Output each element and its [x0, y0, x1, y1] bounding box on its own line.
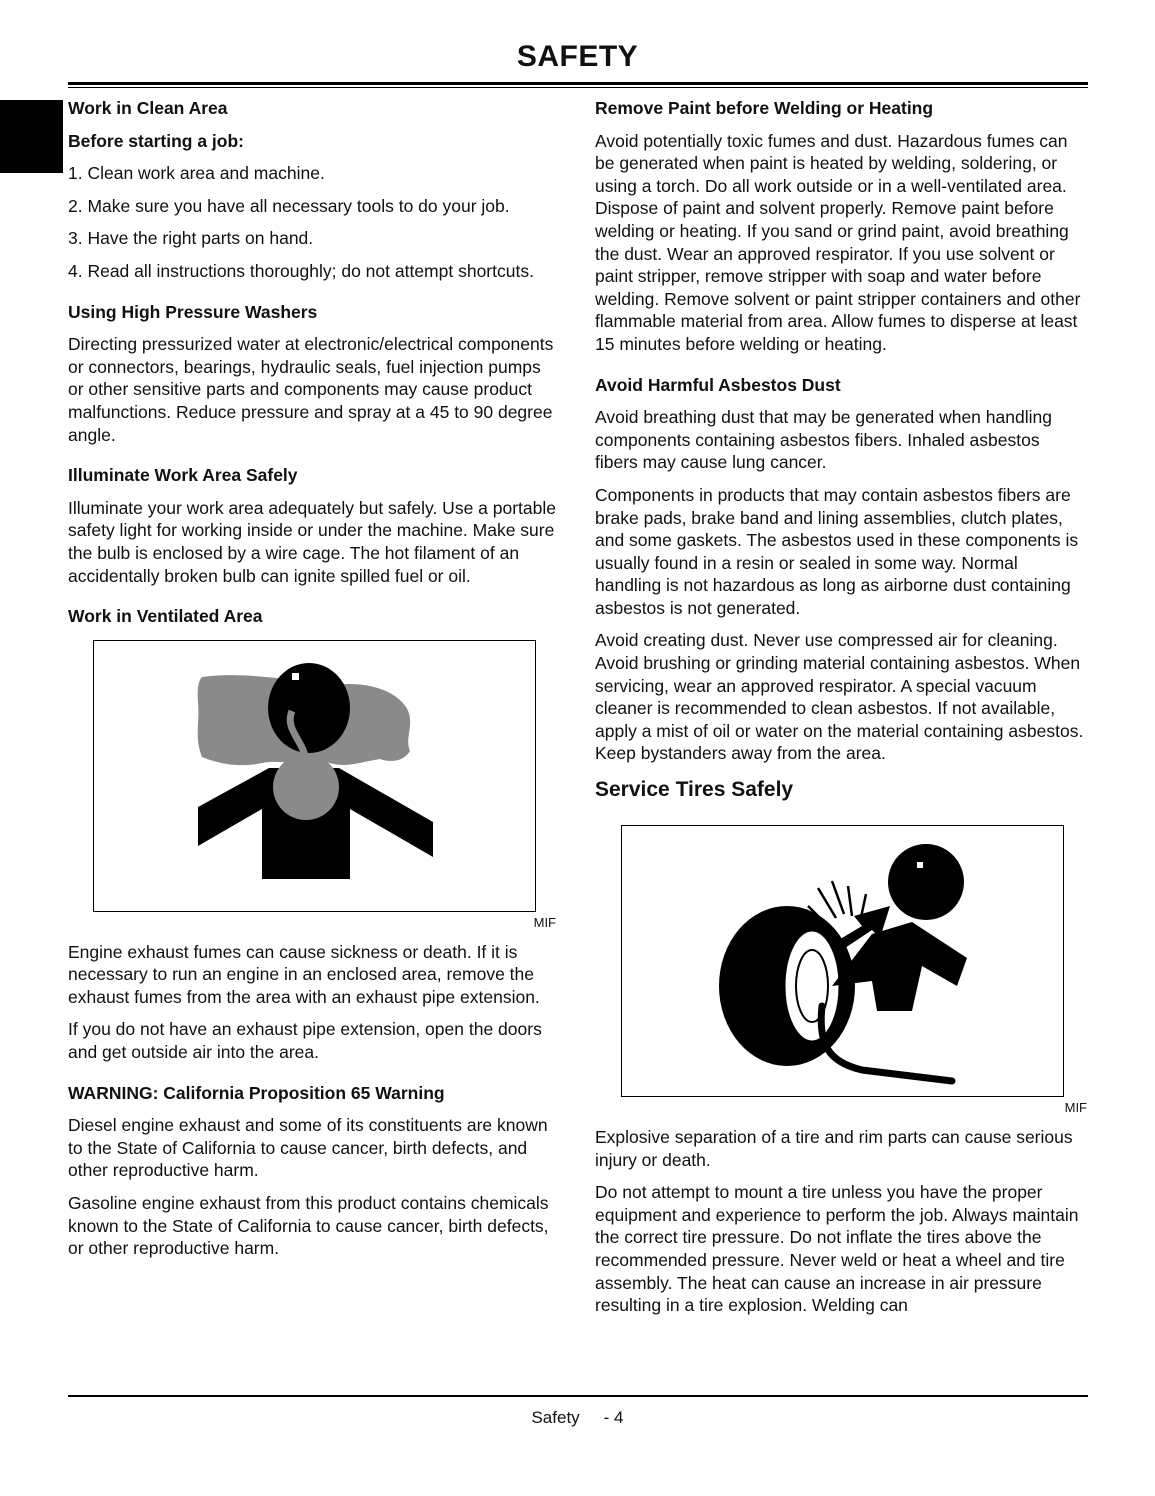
tires-body-2: Do not attempt to mount a tire unless you have the proper equipment and experience to perform the job. Always maintain the correct tire pressure. Do not inflate the tires above the recommended pressure. Never weld or heat a wheel and tire assembly. The heat can cause an increase in air pressure resulting in a tire explosion. Welding can	[595, 1182, 1079, 1316]
exhaust-fumes-figure	[93, 640, 536, 912]
person-head	[888, 844, 964, 920]
person-eye	[292, 673, 299, 680]
footer-section: Safety	[531, 1408, 580, 1427]
asbestos-body-2: Components in products that may contain asbestos fibers are brake pads, brake band and lining assemblies, clutch plates, and some gaskets. The asbestos used in these components is usually found in a resin or sealed in some way. Normal handling is not hazardous as long as airborne dust containing asbestos is not generated.	[595, 484, 1079, 618]
section-tab-marker	[0, 100, 63, 173]
ventilated-heading: Work in Ventilated Area	[68, 606, 263, 627]
asbestos-body-1: Avoid breathing dust that may be generated when handling components containing asbestos fibers. Inhaled asbestos fibers may cause lung cancer.	[595, 407, 1052, 473]
tire-service-figure	[621, 825, 1064, 1097]
ventilated-body-1: Engine exhaust fumes can cause sickness or death. If it is necessary to run an engine in an enclosed area, remove the exhaust fumes from the area with an exhaust pipe extension.	[68, 941, 540, 1007]
washers-heading: Using High Pressure Washers	[68, 301, 318, 322]
prop65-body-2: Gasoline engine exhaust from this product contains chemicals known to the State of California to cause cancer, birth defects, or other reproductive harm.	[68, 1193, 549, 1259]
step-item: 1. Clean work area and machine.	[68, 163, 325, 184]
tires-body-1: Explosive separation of a tire and rim parts can cause serious injury or death.	[595, 1127, 1073, 1170]
prop65-body-1: Diesel engine exhaust and some of its constituents are known to the State of California to cause cancer, birth defects, and other reproductive harm.	[68, 1115, 548, 1181]
clean-area-heading: Work in Clean Area	[68, 98, 228, 118]
right-column	[595, 97, 1087, 1327]
before-job-subheading: Before starting a job:	[68, 130, 244, 151]
step-item: 3. Have the right parts on hand.	[68, 228, 314, 249]
asbestos-heading: Avoid Harmful Asbestos Dust	[595, 374, 841, 395]
exhaust-fumes-illustration	[94, 641, 535, 911]
left-column	[68, 97, 556, 1270]
figure-caption: MIF	[533, 914, 556, 930]
washers-body: Directing pressurized water at electronic/electrical components or connectors, bearings, hydraulic seals, fuel injection pumps or other sensitive parts and components may cause product malfunctions. Reduce pressure and spray at a 45 to 90 degree angle.	[68, 334, 554, 445]
figure-caption: MIF	[1064, 1100, 1087, 1116]
tire-explosion-illustration	[622, 826, 1063, 1096]
illuminate-heading: Illuminate Work Area Safely	[68, 465, 298, 486]
ventilated-body-2: If you do not have an exhaust pipe extension, open the doors and get outside air into the area.	[68, 1019, 542, 1063]
page-title: SAFETY	[516, 40, 639, 73]
asbestos-body-3: Avoid creating dust. Never use compressed air for cleaning. Avoid brushing or grinding material containing asbestos. When servicing, wear an approved respirator. A special vacuum cleaner is recommended to clean asbestos. If not available, apply a mist of oil or water on the material containing asbestos. Keep bystanders away from the area.	[595, 630, 1084, 764]
lung-circle	[273, 754, 339, 820]
header-rule-thin	[68, 87, 1088, 88]
page-footer	[0, 1408, 1155, 1428]
header-rule-thick	[68, 82, 1088, 85]
footer-rule	[68, 1395, 1088, 1397]
paint-heading: Remove Paint before Welding or Heating	[595, 98, 934, 118]
page-number: - 4	[603, 1408, 624, 1427]
prop65-heading: WARNING: California Proposition 65 Warning	[68, 1082, 445, 1103]
step-item: 4. Read all instructions thoroughly; do not attempt shortcuts.	[68, 260, 534, 281]
tires-heading: Service Tires Safely	[595, 778, 794, 802]
step-item: 2. Make sure you have all necessary tools to do your job.	[68, 195, 510, 216]
paint-body: Avoid potentially toxic fumes and dust. Hazardous fumes can be generated when paint is heated by welding, soldering, or using a torch. Do all work outside or in a well-ventilated area. Dispose of paint and solvent properly. Remove paint before welding or heating. If you sand or grind paint, avoid breathing the dust. Wear an approved respirator. If you use solvent or paint stripper, remove stripper with soap and water before welding. Remove solvent or paint stripper containers and other flammable material from area. Allow fumes to disperse at least 15 minutes before welding or heating.	[595, 130, 1081, 354]
person-head	[268, 663, 350, 753]
illuminate-body: Illuminate your work area adequately but safely. Use a portable safety light for working inside or under the machine. Make sure the bulb is enclosed by a wire cage. The hot filament of an accidentally broken bulb can ignite spilled fuel or oil.	[68, 497, 557, 586]
person-eye	[917, 862, 923, 868]
